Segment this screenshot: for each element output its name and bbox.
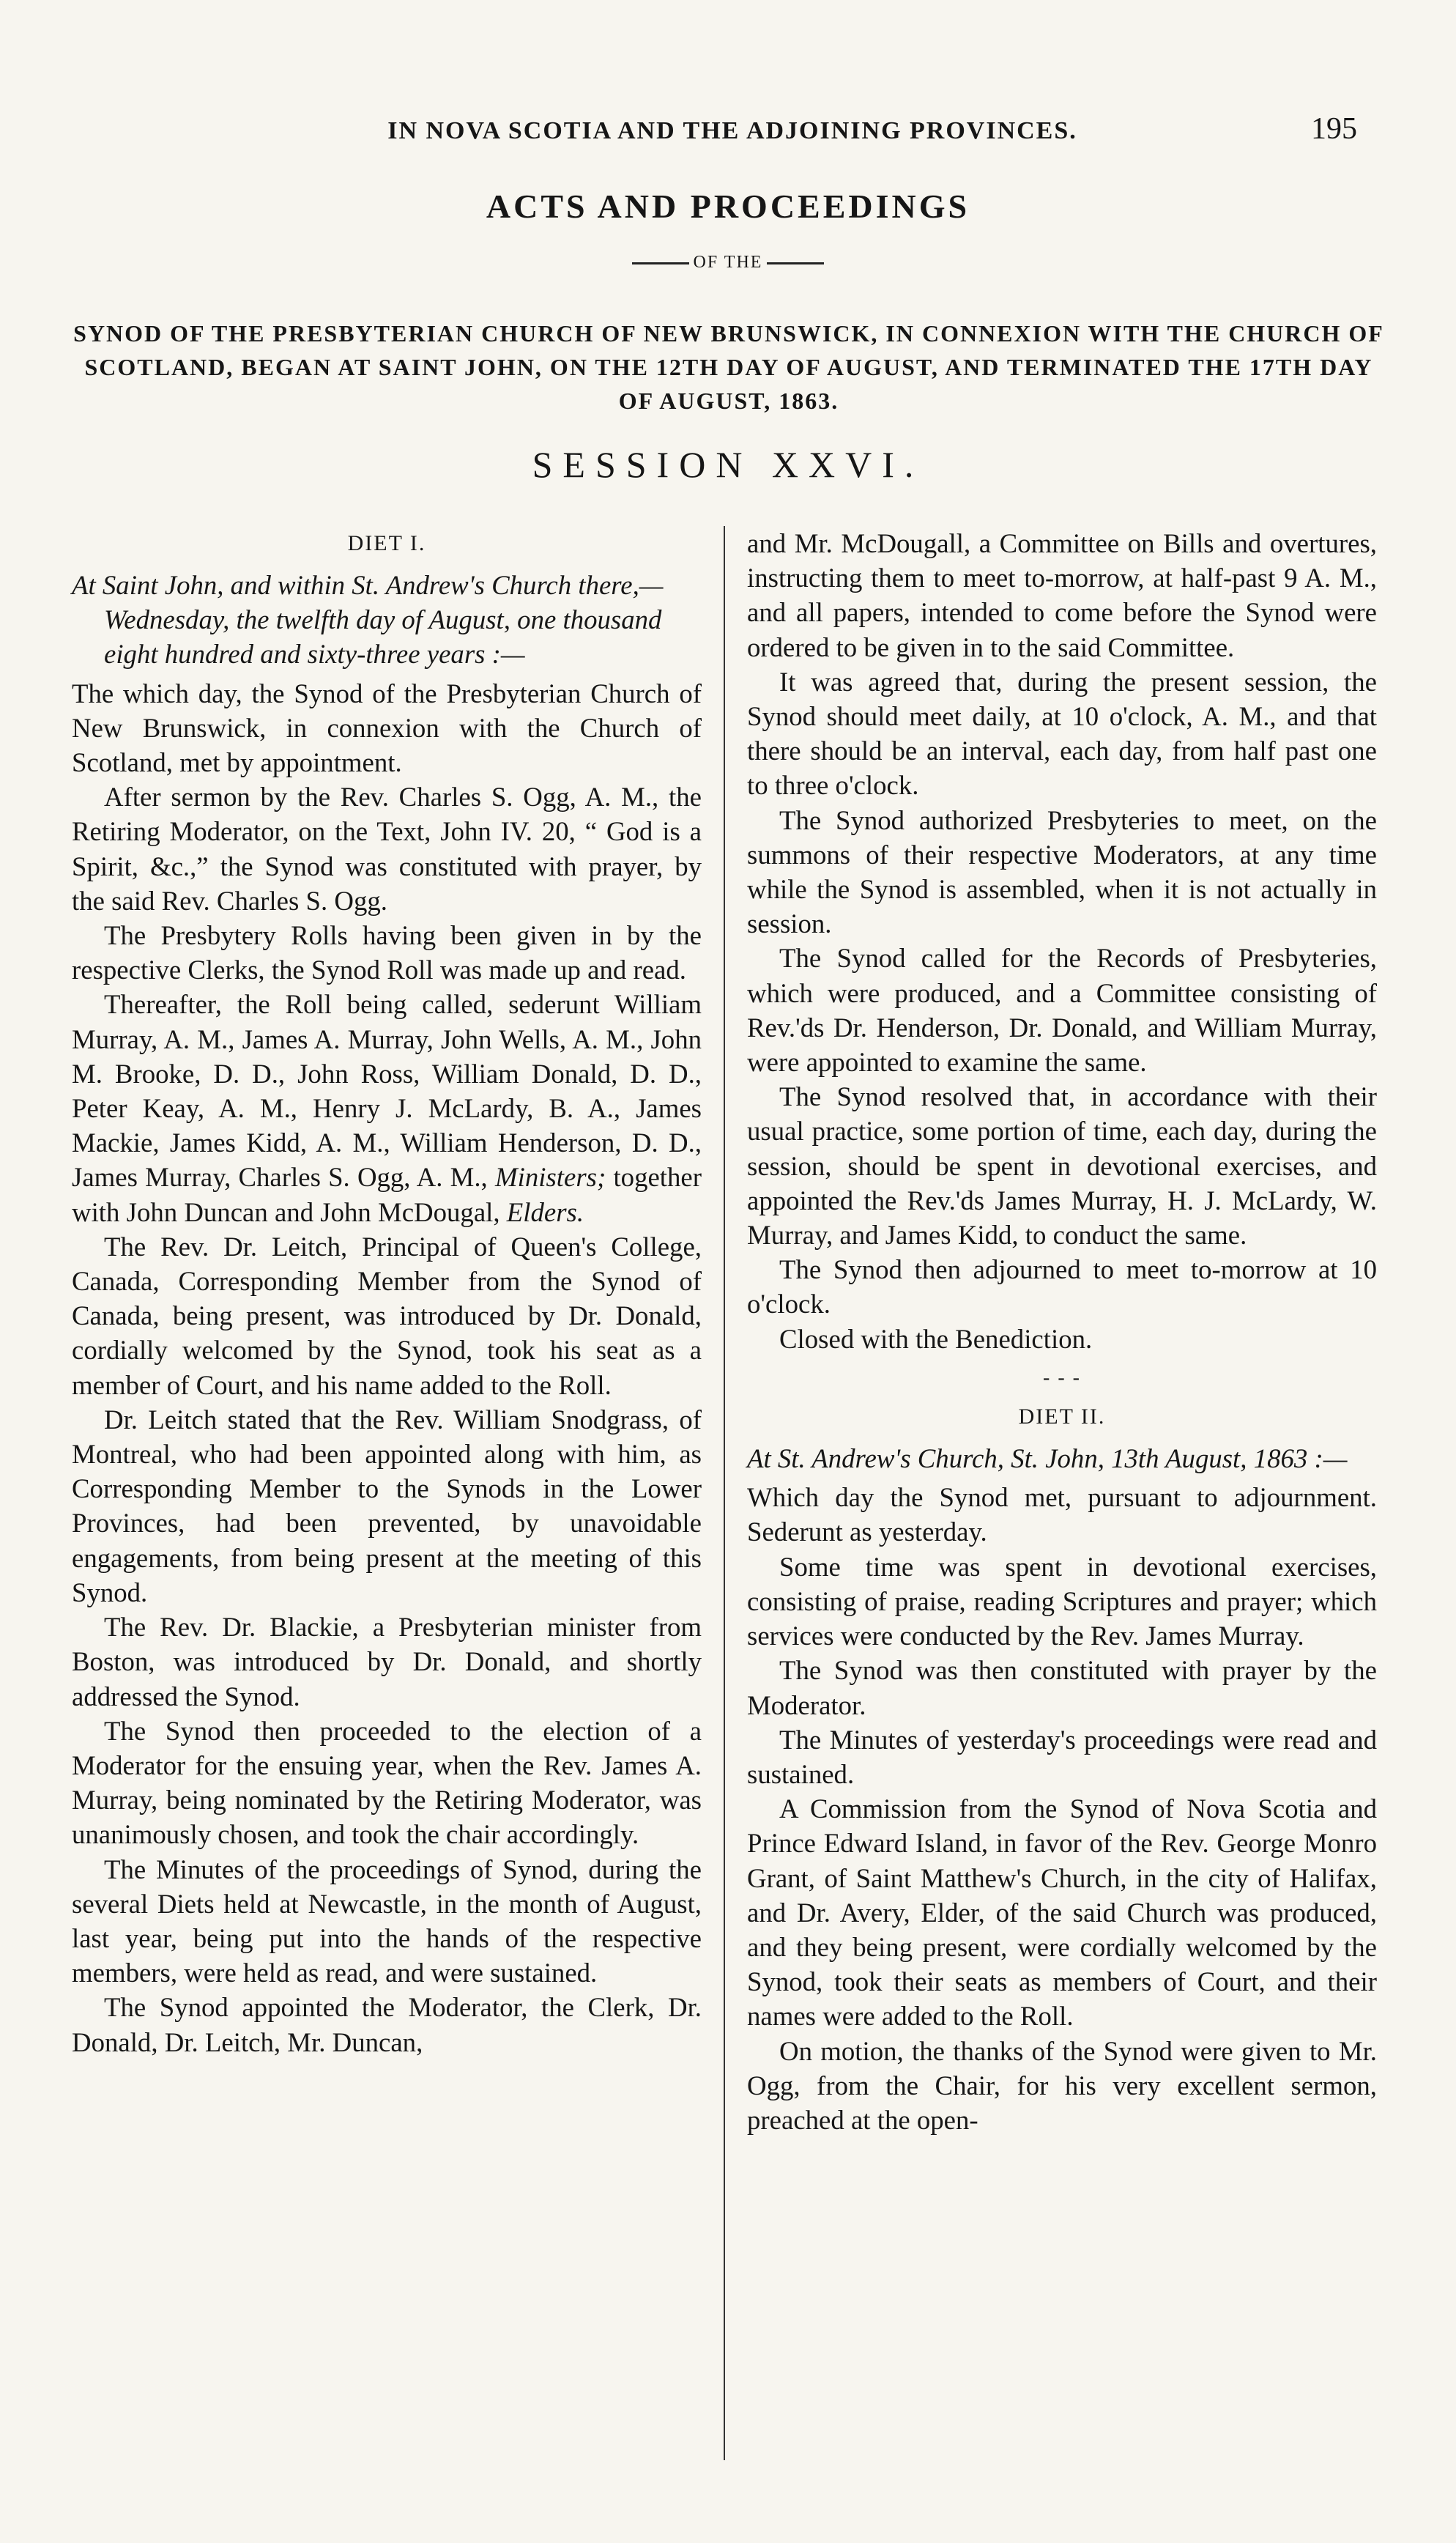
paragraph: The Synod then adjourned to meet to-morrow at 10 o'clock. <box>747 1254 1377 1319</box>
sederunt-text-continued: together with John Duncan and John McDougal, <box>72 1162 702 1227</box>
paragraph: After sermon by the Rev. Charles S. Ogg, A. M., the Retiring Moderator, on the Text, John IV. 20, “ God is a Spirit, &c.,” the Synod was constituted with prayer, by the said Rev. Charles S. Ogg. <box>72 782 702 916</box>
paragraph: The Synod called for the Records of Presbyteries, which were produced, and a Committee consisting of Rev.'ds Dr. Henderson, Dr. Donald, and William Murray, were appointed to examine the same. <box>747 943 1377 1078</box>
elders-label: Elders. <box>506 1196 584 1227</box>
running-head: IN NOVA SCOTIA AND THE ADJOINING PROVINCES. <box>387 117 1077 144</box>
section-ornament: - - - <box>1043 1366 1081 1389</box>
paragraph: The Synod resolved that, in accordance with their usual practice, some portion of time, each day, during the session, should be spent in devotional exercises, and appointed the Rev.'ds James Murray, H. J. McLardy, W. Murray, and James Kidd, to conduct the same. <box>747 1081 1377 1251</box>
left-column <box>72 526 702 2059</box>
of-the-line <box>0 253 1456 273</box>
paragraph: Some time was spent in devotional exercises, consisting of praise, reading Scriptures and prayer; which services were conducted by the Rev. James Murray. <box>747 1551 1377 1651</box>
paragraph: On motion, the thanks of the Synod were given to Mr. Ogg, from the Chair, for his very excellent sermon, preached at the open- <box>747 2035 1377 2135</box>
paragraph: and Mr. McDougall, a Committee on Bills and overtures, instructing them to meet to-morrow, at half-past 9 A. M., and all papers, intended to come before the Synod were ordered to be given in to the said Committee. <box>747 528 1377 662</box>
paragraph: The Minutes of the proceedings of Synod, during the several Diets held at Newcastle, in the month of August, last year, being put into the hands of the respective members, were held as read, and were sustained. <box>72 1854 702 1988</box>
sederunt-text: Thereafter, the Roll being called, sederunt William Murray, A. M., James A. Murray, John Wells, A. M., John M. Brooke, D. D., John Ross, William Donald, D. D., Peter Keay, A. M., Henry J. McLardy, B. A., James Mackie, James Kidd, A. M., William Henderson, D. D., James Murray, Charles S. Ogg, A. M., <box>72 989 702 1193</box>
page-number: 195 <box>1311 112 1357 146</box>
column-divider <box>724 526 725 2460</box>
paragraph <box>72 987 702 1229</box>
right-rule <box>767 262 824 264</box>
synod-heading: SYNOD OF THE PRESBYTERIAN CHURCH OF NEW BRUNSWICK, IN CONNEXION WITH THE CHURCH OF SCOTLAND, BEGAN AT SAINT JOHN, ON THE 12TH DAY OF AUGUST, AND TERMINATED THE 17TH DAY OF AUGUST, 1863. <box>73 320 1384 414</box>
dateline: At St. Andrew's Church, St. John, 13th August, 1863 :— <box>747 1443 1348 1474</box>
paragraph: The Presbytery Rolls having been given in by the respective Clerks, the Synod Roll was made up and read. <box>72 920 702 985</box>
paragraph: The which day, the Synod of the Presbyterian Church of New Brunswick, in connexion with the Church of Scotland, met by appointment. <box>72 678 702 778</box>
paragraph: The Rev. Dr. Leitch, Principal of Queen's College, Canada, Corresponding Member from the Synod of Canada, being present, was introduced by Dr. Donald, cordially welcomed by the Synod, took his seat as a member of Court, and his name added to the Roll. <box>72 1231 702 1400</box>
diet-heading: DIET I. <box>347 531 426 555</box>
paragraph: Dr. Leitch stated that the Rev. William Snodgrass, of Montreal, who had been appointed along with him, as Corresponding Member to the Synods in the Lower Provinces, had been prevented, by unavoidable engagements, from being present at the meeting of this Synod. <box>72 1404 702 1607</box>
session-heading: SESSION XXVI. <box>532 444 924 485</box>
ministers-label: Ministers; <box>494 1162 606 1193</box>
paragraph: It was agreed that, during the present session, the Synod should meet daily, at 10 o'clock, A. M., and that there should be an interval, each day, from half past one to three o'clock. <box>747 666 1377 801</box>
dateline: At Saint John, and within St. Andrew's Church there,—Wednesday, the twelfth day of August, one thousand eight hundred and sixty-three years :— <box>72 570 664 670</box>
paragraph: The Synod then proceeded to the election of a Moderator for the ensuing year, when the Rev. James A. Murray, being nominated by the Retiring Moderator, was unanimously chosen, and took the chair accordingly. <box>72 1715 702 1850</box>
paragraph: The Synod appointed the Moderator, the Clerk, Dr. Donald, Dr. Leitch, Mr. Duncan, <box>72 1992 702 2057</box>
right-column <box>747 526 1377 2137</box>
paragraph: The Synod was then constituted with prayer by the Moderator. <box>747 1655 1377 1720</box>
paragraph: The Synod authorized Presbyteries to meet, on the summons of their respective Moderators, at any time while the Synod is assembled, when it is not actually in session. <box>747 804 1377 939</box>
diet-heading: DIET II. <box>1018 1404 1106 1429</box>
page-title: ACTS AND PROCEEDINGS <box>486 188 970 225</box>
paragraph: Which day the Synod met, pursuant to adjournment. Sederunt as yesterday. <box>747 1482 1377 1547</box>
paragraph: A Commission from the Synod of Nova Scotia and Prince Edward Island, in favor of the Rev. George Monro Grant, of Saint Matthew's Church, in the city of Halifax, and Dr. Avery, Elder, of the said Church was produced, and they being present, were cordially welcomed by the Synod, took their seats as members of Court, and their names were added to the Roll. <box>747 1794 1377 2032</box>
paragraph: Closed with the Benediction. <box>779 1323 1093 1354</box>
left-rule <box>632 262 689 264</box>
paragraph: The Rev. Dr. Blackie, a Presbyterian minister from Boston, was introduced by Dr. Donald, and shortly addressed the Synod. <box>72 1612 702 1711</box>
paragraph: The Minutes of yesterday's proceedings were read and sustained. <box>747 1724 1377 1789</box>
of-the-text: OF THE <box>693 253 763 272</box>
